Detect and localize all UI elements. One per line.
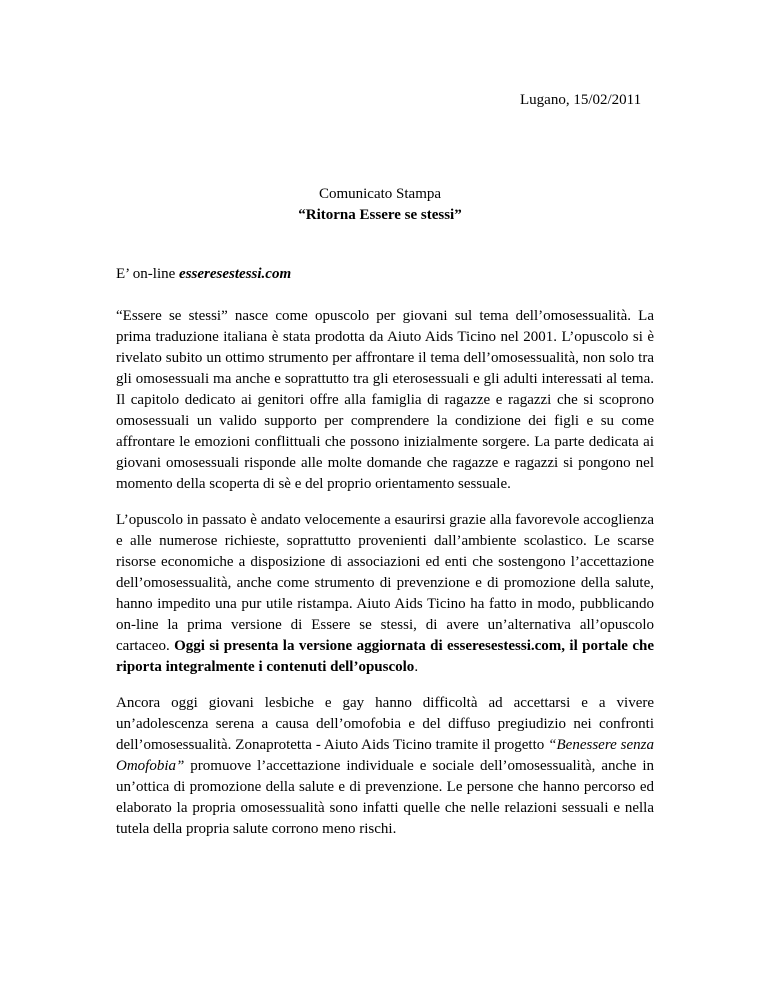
paragraph-3-start: Ancora oggi giovani lesbiche e gay hanno difficoltà ad accettarsi e a vivere un’adolescenza serena a causa dell’omofobia e del diffuso pregiudizio nei confronti dell’omosessualità. Zonaprotetta - Aiuto Aids Ticino tramite il progetto <box>116 695 654 753</box>
site-name: esseresestessi.com <box>179 266 292 282</box>
project-name: “Benessere senza Omofobia” <box>116 737 654 774</box>
paragraph-3-end: promuove l’accettazione individuale e sociale dell’omosessualità, anche in un’ottica di promozione della salute e di prevenzione. Le persone che hanno percorso ed elaborato la propria omosessualità sono infatti quelle che nelle relazioni sessuali e nella tutela della propria salute corrono meno rischi. <box>116 758 654 837</box>
intro-prefix: E’ on-line <box>116 266 180 282</box>
paragraph-3 <box>116 693 654 840</box>
headline: “Ritorna Essere se stessi” <box>298 207 462 223</box>
dateline: Lugano, 15/02/2011 <box>520 92 642 108</box>
paragraph-2-end: . <box>414 659 419 675</box>
paragraph-2 <box>116 510 654 678</box>
body-text <box>116 306 654 855</box>
document-type: Comunicato Stampa <box>318 186 442 202</box>
paragraph-2-highlight: Oggi si presenta la versione aggiornata di esseresestessi.com, il portale che riporta integralmente i contenuti dell’opuscolo <box>116 638 654 675</box>
paragraph-2-text: L’opuscolo in passato è andato velocemente a esaurirsi grazie alla favorevole accoglienza e alle numerose richieste, soprattutto provenienti dall’ambiente scolastico. Le scarse risorse economiche a disposizione di associazioni ed enti che sostengono l’accettazione dell’omosessualità, anche come strumento di prevenzione e di promozione della salute, hanno impedito una pur utile ristampa. Aiuto Aids Ticino ha fatto in modo, pubblicando on-line la prima versione di Essere se stessi, di avere un’alternativa all’opuscolo cartaceo. <box>116 512 654 654</box>
intro-line <box>116 264 656 285</box>
title-block <box>180 184 580 226</box>
paragraph-1: “Essere se stessi” nasce come opuscolo per giovani sul tema dell’omosessualità. La prima traduzione italiana è stata prodotta da Aiuto Aids Ticino nel 2001. L’opuscolo si è rivelato subito un ottimo strumento per affrontare il tema dell’omosessualità, non solo tra gli omosessuali ma anche e soprattutto tra gli eterosessuali e gli adulti interessati al tema. Il capitolo dedicato ai genitori offre alla famiglia di ragazze e ragazzi che si scoprono omosessuali un valido supporto per comprendere la condizione dei figli e su come affrontare le emozioni conflittuali che possono inizialmente sorgere. La parte dedicata ai giovani omosessuali risponde alle molte domande che ragazze e ragazzi si pongono nel momento della scoperta di sè e del proprio orientamento sessuale. <box>116 308 654 492</box>
